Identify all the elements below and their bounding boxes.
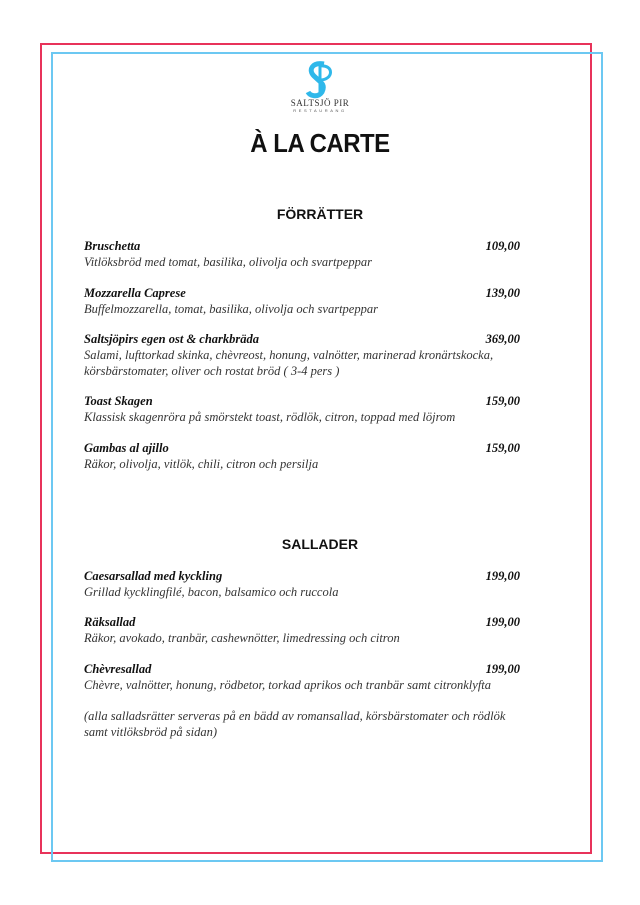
menu-item — [84, 661, 520, 693]
item-description: Vitlöksbröd med tomat, basilika, olivolja och svartpeppar — [84, 255, 372, 269]
menu-item — [84, 568, 520, 600]
item-name: Räksallad — [84, 615, 136, 629]
menu-item — [84, 440, 520, 472]
item-name: Gambas al ajillo — [84, 441, 169, 455]
menu-item — [84, 614, 520, 646]
item-description: Salami, lufttorkad skinka, chèvreost, honung, valnötter, marinerad kronärtskocka, körsbärstomater, oliver och rostat bröd ( 3-4 pers ) — [84, 348, 494, 378]
logo-subtitle: RESTAURANG — [293, 108, 347, 113]
page-title: À LA CARTE — [250, 128, 390, 158]
item-description: Klassisk skagenröra på smörstekt toast, rödlök, citron, toppad med löjrom — [84, 410, 456, 424]
item-description: Räkor, olivolja, vitlök, chili, citron och persilja — [84, 457, 319, 471]
menu-item — [84, 393, 520, 425]
item-price: 199,00 — [485, 615, 520, 629]
item-price: 159,00 — [485, 394, 520, 408]
item-price: 159,00 — [485, 441, 520, 455]
item-description: Chèvre, valnötter, honung, rödbetor, torkad aprikos och tranbär samt citronklyfta — [84, 678, 492, 692]
item-price: 199,00 — [485, 662, 520, 676]
logo-name: SALTSJÖ PIR — [290, 98, 350, 108]
item-description: Grillad kycklingfilé, bacon, balsamico och ruccola — [84, 585, 339, 599]
item-price: 199,00 — [485, 569, 520, 583]
item-name: Chèvresallad — [84, 662, 152, 676]
item-price: 139,00 — [485, 286, 520, 300]
item-name: Toast Skagen — [84, 394, 153, 408]
menu-item — [84, 331, 520, 379]
item-name: Saltsjöpirs egen ost & charkbräda — [84, 332, 260, 346]
item-price: 369,00 — [485, 332, 520, 346]
item-price: 109,00 — [485, 239, 520, 253]
item-description: Räkor, avokado, tranbär, cashewnötter, limedressing och citron — [84, 631, 400, 645]
section-heading-forratter: FÖRRÄTTER — [276, 206, 364, 222]
salad-note: (alla salladsrätter serveras på en bädd av romansallad, körsbärstomater och rödlök samt vitlöksbröd på sidan) — [84, 709, 506, 739]
item-name: Mozzarella Caprese — [84, 286, 186, 300]
item-description: Buffelmozzarella, tomat, basilika, olivolja och svartpeppar — [84, 302, 378, 316]
sp-monogram-icon — [300, 60, 340, 100]
menu-item — [84, 238, 520, 270]
item-name: Caesarsallad med kyckling — [84, 569, 223, 583]
section-heading-sallader: SALLADER — [281, 536, 359, 552]
restaurant-logo — [270, 60, 370, 113]
item-name: Bruschetta — [84, 239, 141, 253]
menu-item — [84, 285, 520, 317]
